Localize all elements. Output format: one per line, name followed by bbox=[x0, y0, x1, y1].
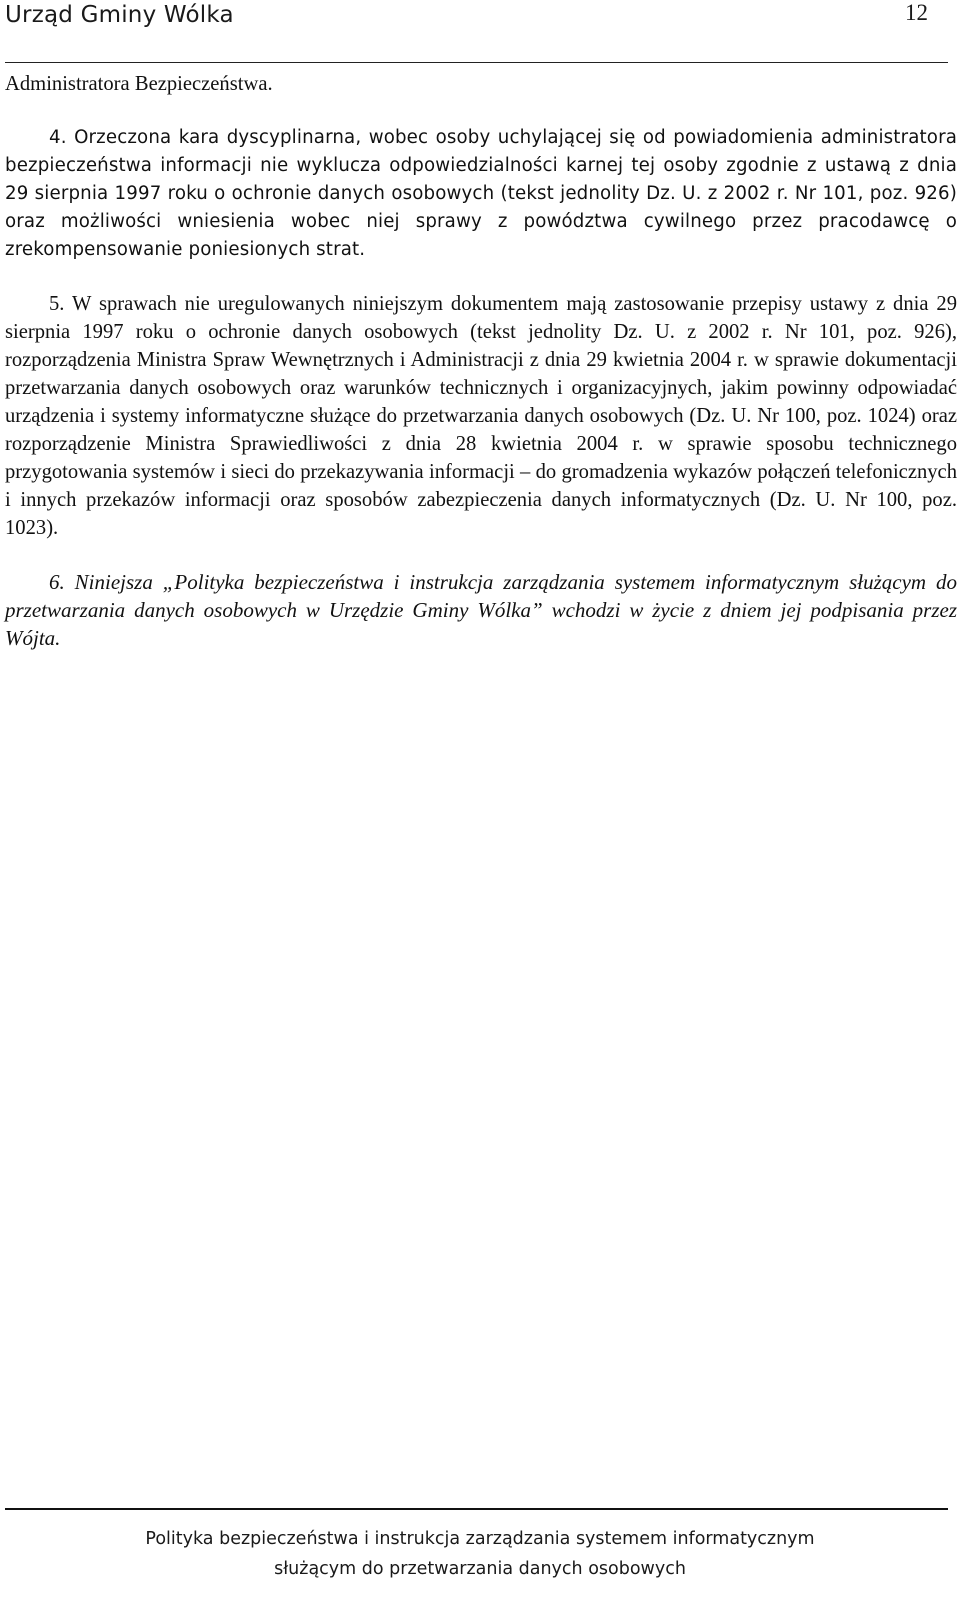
paragraph-4-text: 4. Orzeczona kara dyscyplinarna, wobec osoby uchylającej się od powiadomienia administratora bezpieczeństwa informacji nie wyklucza odpowiedzialności karnej tej osoby zgodnie z ustawą z dnia 29 sierpnia 1997 roku o ochronie danych osobowych (tekst jednolity Dz. U. z 2002 r. Nr 101, poz. 926) oraz możliwości wniesienia wobec niej sprawy z powództwa cywilnego przez pracodawcę o zrekompensowanie poniesionych strat. bbox=[5, 127, 957, 260]
paragraph-4 bbox=[5, 124, 957, 264]
header-title: Urząd Gminy Wólka bbox=[5, 2, 234, 28]
paragraph-6 bbox=[5, 568, 957, 652]
document-body bbox=[5, 70, 957, 678]
page-number: 12 bbox=[905, 0, 928, 25]
paragraph-6-text: 6. Niniejsza „Polityka bezpieczeństwa i instrukcja zarządzania systemem informatycznym służącym do przetwarzania danych osobowych w Urzędzie Gminy Wólka” wchodzi w życie z dniem jej podpisania przez Wójta. bbox=[5, 570, 957, 650]
paragraph-5-text: 5. W sprawach nie uregulowanych niniejszym dokumentem mają zastosowanie przepisy ustawy z dnia 29 sierpnia 1997 roku o ochronie danych osobowych (tekst jednolity Dz. U. z 2002 r. Nr 101, poz. 926), rozporządzenia Ministra Spraw Wewnętrznych i Administracji z dnia 29 kwietnia 2004 r. w sprawie dokumentacji przetwarzania danych osobowych oraz warunków technicznych i organizacyjnych, jakim powinny odpowiadać urządzenia i systemy informatyczne służące do przetwarzania danych osobowych (Dz. U. Nr 100, poz. 1024) oraz rozporządzenie Ministra Sprawiedliwości z dnia 28 kwietnia 2004 r. w sprawie sposobu technicznego przygotowania systemów i sieci do przekazywania informacji – do gromadzenia wykazów połączeń telefonicznych i innych przekazów informacji oraz sposobów zabezpieczenia danych informatycznych (Dz. U. Nr 100, poz. 1023). bbox=[5, 293, 957, 539]
footer-divider bbox=[5, 1508, 948, 1510]
footer bbox=[0, 1524, 960, 1584]
paragraph-5 bbox=[5, 290, 957, 542]
footer-line-2: służącym do przetwarzania danych osobowych bbox=[274, 1559, 686, 1579]
footer-line-1: Polityka bezpieczeństwa i instrukcja zarządzania systemem informatycznym bbox=[145, 1529, 815, 1549]
carryover-text: Administratora Bezpieczeństwa. bbox=[5, 73, 273, 95]
header-divider bbox=[5, 62, 948, 63]
